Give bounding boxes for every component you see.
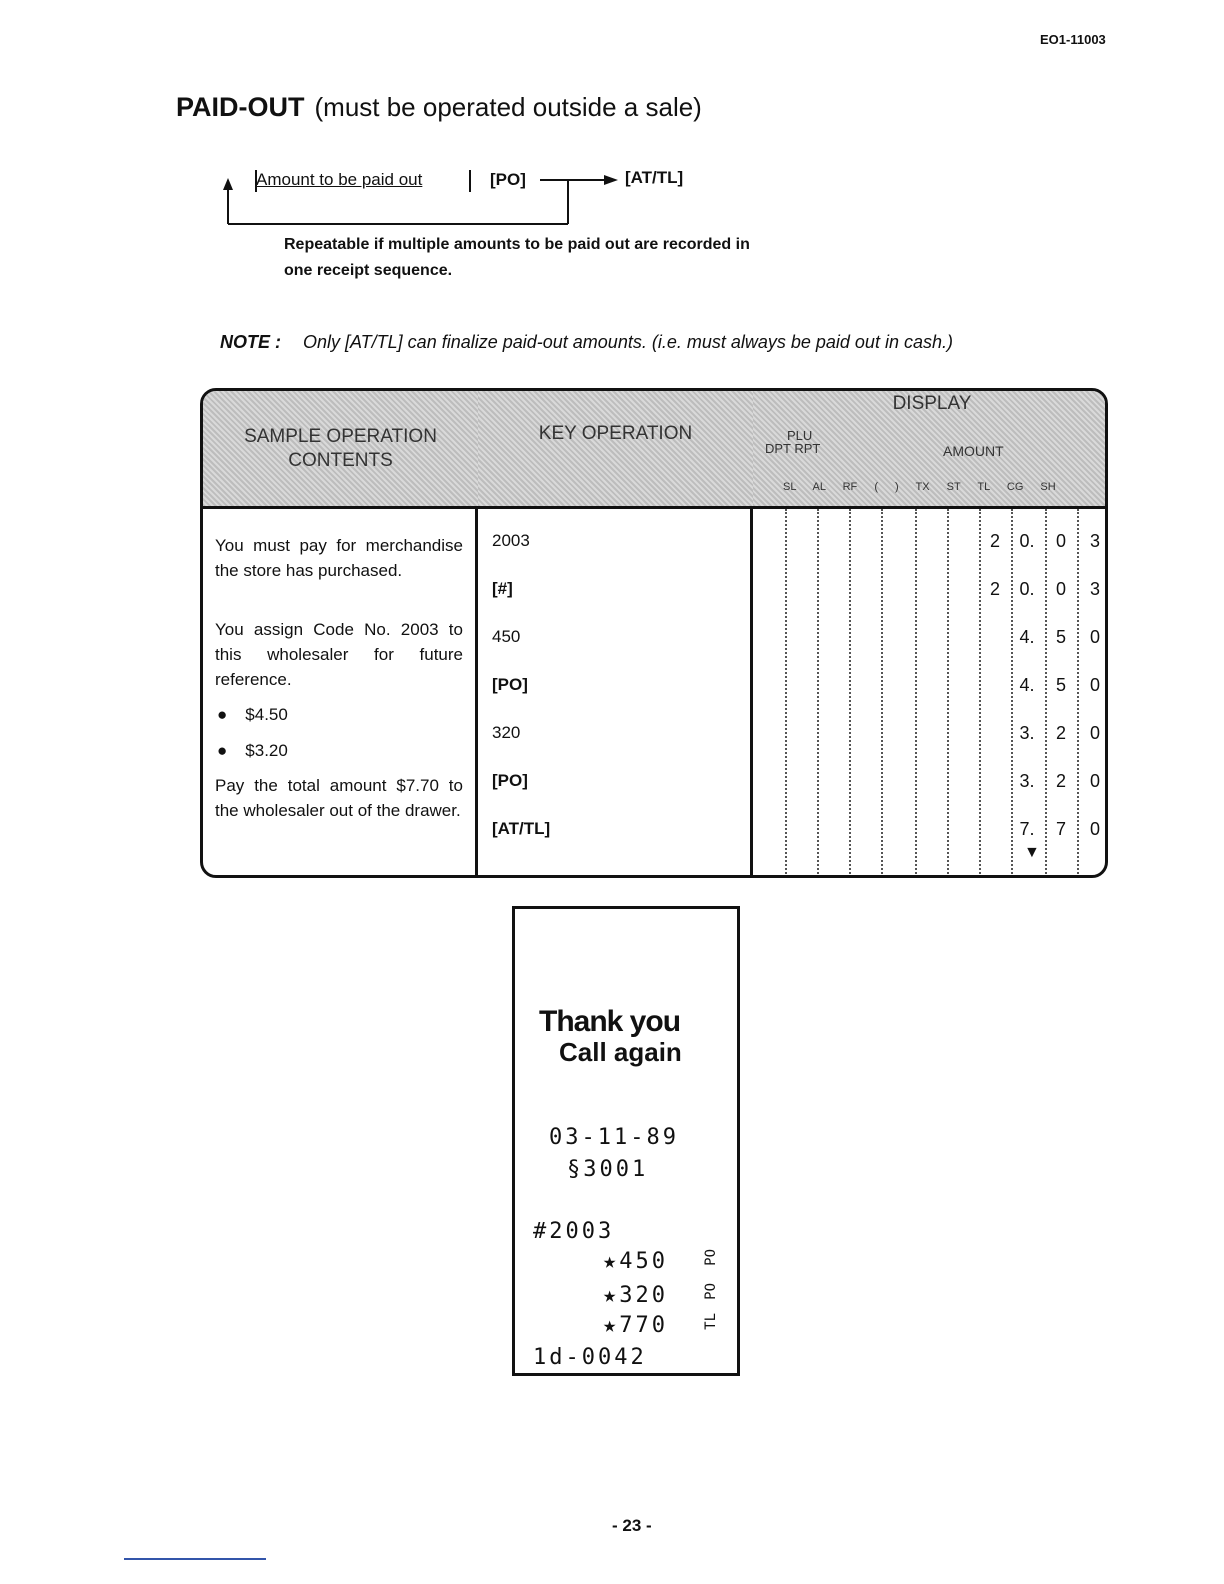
key-op-row: 2003 xyxy=(492,531,530,550)
display-digit: 0 xyxy=(1089,819,1100,839)
key-op-row: 320 xyxy=(492,723,521,742)
display-digit: 0. xyxy=(1019,531,1035,551)
receipt-register-id: §3001 xyxy=(567,1157,649,1182)
down-arrow-icon: ▼ xyxy=(1024,844,1040,861)
title-main: PAID-OUT xyxy=(176,92,305,122)
header-sample-operation: SAMPLE OPERATION CONTENTS xyxy=(203,391,481,509)
key-op-row: [AT/TL] xyxy=(492,819,551,838)
repeat-note: Repeatable if multiple amounts to be paid out are recorded in one receipt sequence. xyxy=(284,236,750,279)
document-code: EO1-11003 xyxy=(1040,32,1106,47)
display-digit: 2 xyxy=(989,531,1000,551)
display-digit: 0. xyxy=(1019,579,1035,599)
header-key-operation: KEY OPERATION xyxy=(478,391,756,509)
display-digit: 3 xyxy=(1089,579,1100,599)
contents-para-3: Pay the total amount $7.70 to the wholesaler out of the drawer. xyxy=(215,776,463,820)
key-op-row: [#] xyxy=(492,579,513,598)
contents-para-1: You must pay for merchandise the store has purchased. xyxy=(215,536,463,580)
display-digit: 2 xyxy=(1055,771,1066,791)
attl-key: [AT/TL] xyxy=(625,168,684,187)
display-digit: 0 xyxy=(1055,531,1066,551)
page-number: - 23 - xyxy=(612,1516,652,1535)
display-digit: 3 xyxy=(1089,531,1100,551)
display-digit: 0 xyxy=(1089,627,1100,647)
key-op-row: [PO] xyxy=(492,771,528,790)
bullet-2: ● $3.20 xyxy=(217,741,288,760)
display-column xyxy=(753,509,1108,878)
footer-rule xyxy=(124,1558,266,1560)
key-op-row: [PO] xyxy=(492,675,528,694)
receipt-date: 03-11-89 xyxy=(549,1125,679,1150)
receipt-footer: 1d-0042 xyxy=(533,1345,647,1370)
display-plu-label: PLU DPT RPT xyxy=(765,428,821,456)
contents-para-2: You assign Code No. 2003 to this wholesaler for future reference. xyxy=(215,620,463,689)
po-key: [PO] xyxy=(490,170,526,189)
display-digit: 0 xyxy=(1089,675,1100,695)
key-operation-column xyxy=(478,509,753,878)
page-title xyxy=(176,92,702,123)
receipt-thank-you: Thank you xyxy=(539,1005,681,1038)
receipt-mark-2: PO xyxy=(703,1283,719,1300)
operation-flow xyxy=(220,160,840,290)
note-text: Only [AT/TL] can finalize paid-out amounts. (i.e. must always be paid out in cash.) xyxy=(303,332,953,352)
note xyxy=(220,332,953,353)
display-digit: 2 xyxy=(1055,723,1066,743)
amount-input-label: Amount to be paid out xyxy=(256,170,423,189)
receipt-amount-3: ★770 xyxy=(603,1313,668,1338)
display-digit: 7. xyxy=(1019,819,1035,839)
display-digit: 7 xyxy=(1055,819,1066,839)
receipt-mark-3: TL xyxy=(703,1313,719,1330)
display-digit: 0 xyxy=(1055,579,1066,599)
header-display: DISPLAY PLU DPT RPT AMOUNT SL AL RF ( ) TX ST TL CG SH xyxy=(753,391,1108,509)
display-digit: 4. xyxy=(1019,627,1035,647)
display-indicators: SL AL RF ( ) TX ST TL CG SH xyxy=(783,481,1056,493)
display-digit: 5 xyxy=(1055,627,1066,647)
display-digit: 4. xyxy=(1019,675,1035,695)
title-sub: (must be operated outside a sale) xyxy=(314,92,702,122)
receipt xyxy=(512,906,740,1376)
operation-table xyxy=(200,388,1108,878)
display-amount-label: AMOUNT xyxy=(943,443,1004,459)
display-digit: 3. xyxy=(1019,771,1035,791)
receipt-mark-1: PO xyxy=(703,1249,719,1266)
display-digit: 5 xyxy=(1055,675,1066,695)
receipt-call-again: Call again xyxy=(559,1037,682,1067)
display-digit: 3. xyxy=(1019,723,1035,743)
note-label: NOTE : xyxy=(220,332,281,352)
bullet-1: ● $4.50 xyxy=(217,705,288,724)
sample-contents-column xyxy=(203,509,478,878)
display-digit: 2 xyxy=(989,579,1000,599)
display-digit: 0 xyxy=(1089,723,1100,743)
key-op-row: 450 xyxy=(492,627,521,646)
receipt-amount-2: ★320 xyxy=(603,1283,668,1308)
receipt-amount-1: ★450 xyxy=(603,1249,668,1274)
display-digit: 0 xyxy=(1089,771,1100,791)
receipt-code: #2003 xyxy=(533,1219,615,1244)
